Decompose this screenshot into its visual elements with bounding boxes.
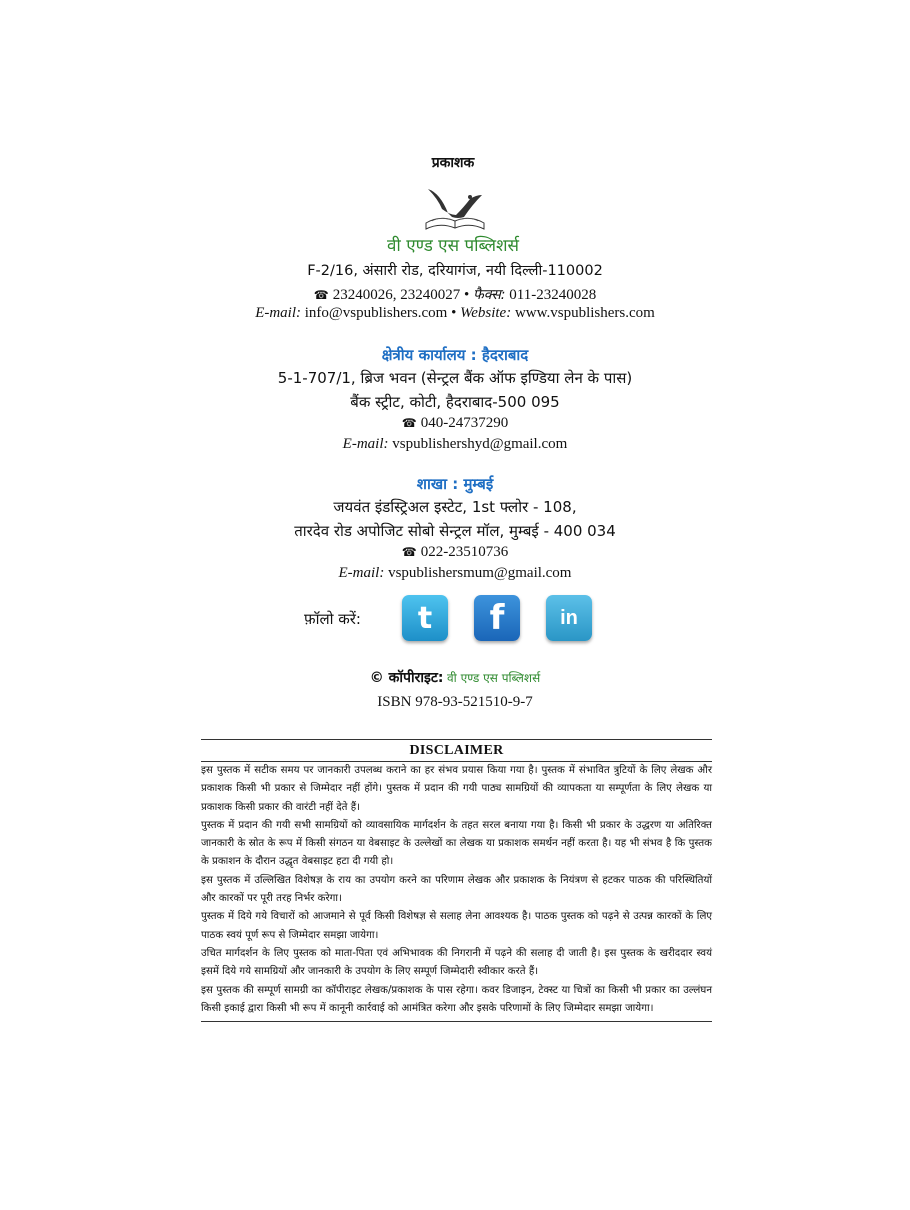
phone-icon: ☎ — [313, 288, 329, 302]
bullet-separator: • — [447, 305, 461, 321]
head-office-online — [0, 305, 910, 322]
publisher-logo-icon — [420, 185, 490, 235]
regional-office-heading: क्षेत्रीय कार्यालय : हैदराबाद — [381, 346, 529, 364]
disclaimer-body — [201, 762, 712, 1021]
regional-office-email-row — [0, 436, 910, 453]
copyright-row — [0, 668, 910, 687]
disclaimer-paragraph: इस पुस्तक में सटीक समय पर जानकारी उपलब्ध कराने का हर संभव प्रयास किया गया है। पुस्तक में संभावित त्रुटियों के लिए लेखक और प्रकाशक किसी भी प्रकार से जिम्मेदार नहीं होंगे। पुस्तक में प्रदान की गयी पाठ्य सामग्रियों की व्यापकता या सम्पूर्णता के लिए लेखक या प्रकाशक किसी प्रकार की वारंटी नहीं देते हैं। — [201, 765, 712, 813]
head-office-phone: 23240026, 23240027 — [332, 287, 461, 303]
branch-email[interactable]: vspublishersmum@gmail.com — [388, 565, 572, 581]
disclaimer-title: DISCLAIMER — [409, 743, 504, 758]
fax-label: फैक्स: — [472, 287, 506, 303]
linkedin-glyph: in — [560, 606, 578, 629]
copyright-holder: वी एण्ड एस पब्लिशर्स — [446, 671, 541, 685]
disclaimer-paragraph: पुस्तक में प्रदान की गयी सभी सामग्रियों को व्यावसायिक मार्गदर्शन के तहत सरल बनाया गया है। किसी भी प्रकार के उद्धरण या अतिरिक्त जानकारी के स्रोत के रूप में किसी संगठन या वेबसाइट के उल्लेखों का लेखक या प्रकाशक समर्थन नहीं करता है। यह भी संभव है कि पुस्तक के प्रकाशन के दौरान उद्धृत वेबसाइट हटा दी गयी हो। — [201, 819, 712, 868]
email-label: E-mail: — [342, 436, 389, 452]
phone-icon: ☎ — [401, 416, 417, 430]
facebook-glyph: f — [489, 598, 505, 638]
twitter-glyph: t — [417, 600, 433, 636]
head-office-address: F-2/16, अंसारी रोड, दरियागंज, नयी दिल्ली-110002 — [307, 263, 603, 279]
regional-office-address-line2: बैंक स्ट्रीट, कोटी, हैदराबाद-500 095 — [350, 393, 560, 411]
regional-office-address-line1: 5-1-707/1, ब्रिज भवन (सेन्ट्रल बैंक ऑफ इण्डिया लेन के पास) — [277, 369, 633, 387]
phone-icon: ☎ — [401, 545, 417, 559]
disclaimer-bottom-rule — [201, 1021, 712, 1022]
disclaimer-paragraph: इस पुस्तक की सम्पूर्ण सामग्री का कॉपीराइट लेखक/प्रकाशक के पास रहेगा। कवर डिजाइन, टेक्स्ट या चित्रों का किसी भी प्रकार का उल्लंघन किसी इकाई द्वारा किसी भी रूप में कानूनी कार्रवाई को आमंत्रित करेगा और इसके परिणामों के लिए जिम्मेदार समझा जायेगा। — [201, 984, 712, 1014]
branch-address-line2: तारदेव रोड अपोजिट सोबो सेन्ट्रल मॉल, मुम्बई - 400 034 — [294, 522, 616, 540]
regional-office-phone: 040-24737290 — [420, 415, 509, 431]
head-office-contact — [0, 285, 910, 304]
disclaimer-paragraph: पुस्तक में दिये गये विचारों को आजमाने से पूर्व किसी विशेषज्ञ से सलाह लेना आवश्यक है। पाठक पुस्तक को पढ़ने से उत्पन्न कारकों के लिए पाठक स्वयं पूर्ण रूप से जिम्मेदार समझा जायेगा। — [201, 911, 712, 941]
email-label: E-mail: — [338, 565, 385, 581]
disclaimer-box — [201, 739, 712, 1022]
bullet-separator: • — [460, 287, 473, 303]
branch-phone-row — [0, 544, 910, 561]
disclaimer-paragraph: उचित मार्गदर्शन के लिए पुस्तक को माता-पिता एवं अभिभावक की निगरानी में पढ़ने की सलाह दी जाती है। इस पुस्तक के खरीददार स्वयं इसमें दिये गये सामग्रियों और जानकारी के उपयोग के लिए सम्पूर्ण जिम्मेदारी स्वीकार करते हैं। — [201, 947, 712, 978]
copyright-label: © कॉपीराइट: — [369, 670, 444, 686]
head-office-fax: 011-23240028 — [509, 287, 597, 303]
publisher-name: वी एण्ड एस पब्लिशर्स — [386, 236, 520, 256]
head-office-website[interactable]: www.vspublishers.com — [514, 305, 655, 321]
publisher-heading: प्रकाशक — [431, 155, 475, 171]
isbn: ISBN 978-93-521510-9-7 — [377, 694, 533, 710]
email-label: E-mail: — [255, 305, 302, 321]
disclaimer-paragraph: इस पुस्तक में उल्लिखित विशेषज्ञ के राय का उपयोग करने का परिणाम लेखक और प्रकाशक के नियंत्रण से हटकर पाठक की परिस्थितियों और कारकों पर पूरी तरह निर्भर करेगा। — [201, 874, 712, 905]
branch-address-line1: जयवंत इंडस्ट्रिअल इस्टेट, 1st फ्लोर - 108, — [333, 498, 577, 516]
branch-phone: 022-23510736 — [420, 544, 509, 560]
follow-label: फ़ॉलो करें: — [304, 610, 361, 628]
disclaimer-top-rule — [201, 739, 712, 740]
regional-office-phone-row — [0, 415, 910, 432]
twitter-icon[interactable] — [402, 595, 448, 641]
facebook-icon[interactable] — [474, 595, 520, 641]
website-label: Website: — [460, 305, 512, 321]
head-office-email[interactable]: info@vspublishers.com — [304, 305, 448, 321]
regional-office-email[interactable]: vspublishershyd@gmail.com — [392, 436, 568, 452]
linkedin-icon[interactable] — [546, 595, 592, 641]
branch-heading: शाखा : मुम्बई — [416, 475, 494, 493]
branch-email-row — [0, 565, 910, 582]
